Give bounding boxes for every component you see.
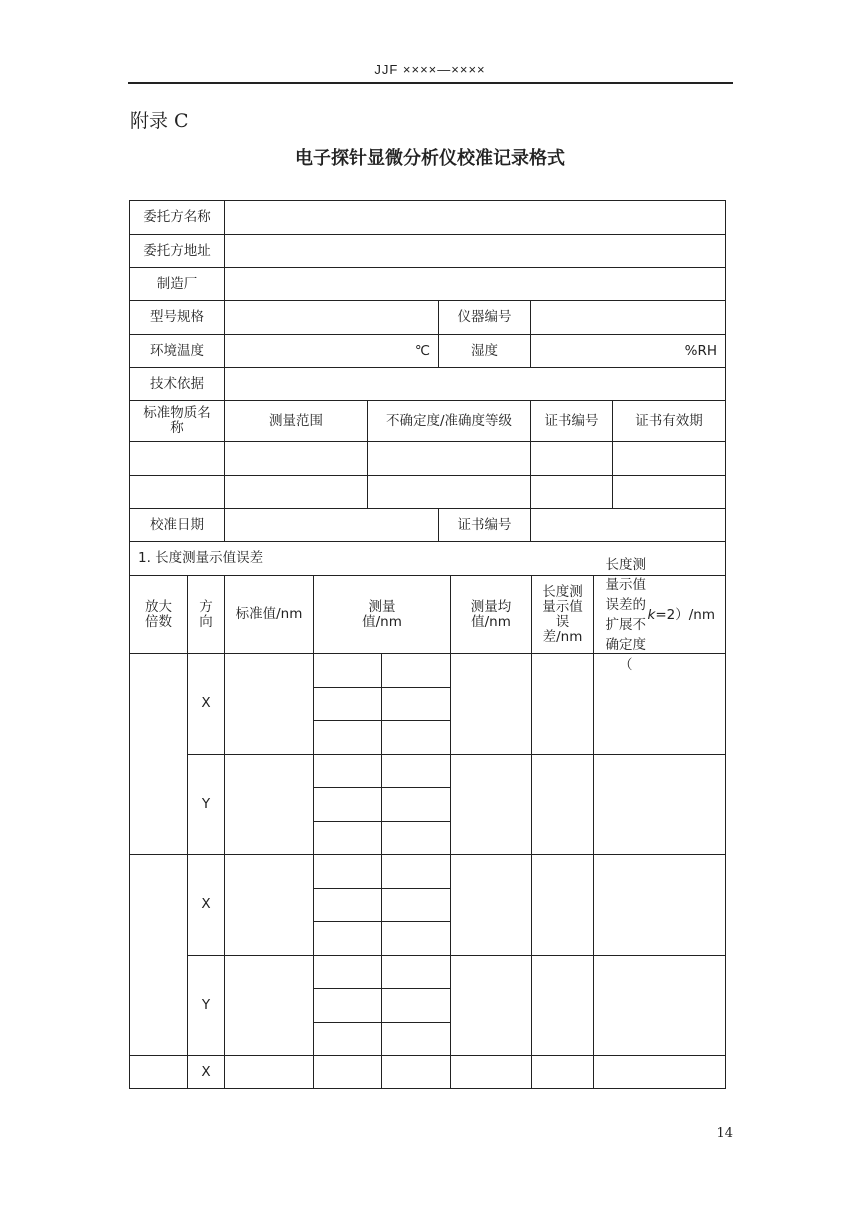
final-row-cell-6[interactable]: [531, 1055, 594, 1089]
std-row-0-cert-valid[interactable]: [612, 441, 726, 476]
field-model[interactable]: [224, 300, 439, 335]
label-range: 测量范围: [224, 400, 368, 442]
direction-1: Y: [187, 754, 225, 856]
label-client-name: 委托方名称: [129, 200, 225, 235]
mean-value-0[interactable]: [450, 653, 532, 755]
length-error-0[interactable]: [531, 653, 594, 755]
length-error-3[interactable]: [531, 955, 594, 1057]
expanded-uncertainty-0[interactable]: [593, 653, 726, 755]
measured-3-1-a[interactable]: [313, 988, 382, 1023]
final-row-cell-4[interactable]: [381, 1055, 451, 1089]
mean-value-3[interactable]: [450, 955, 532, 1057]
mean-value-1[interactable]: [450, 754, 532, 856]
field-manufacturer[interactable]: [224, 267, 726, 301]
final-row-cell-2[interactable]: [224, 1055, 314, 1089]
direction-0: X: [187, 653, 225, 755]
std-row-0-uncertainty[interactable]: [367, 441, 531, 476]
measured-0-1-a[interactable]: [313, 687, 382, 722]
label-manufacturer: 制造厂: [129, 267, 225, 301]
direction-4: X: [187, 1055, 225, 1089]
magnification-2[interactable]: [129, 1055, 188, 1089]
expanded-uncertainty-1[interactable]: [593, 754, 726, 856]
measured-2-0-a[interactable]: [313, 854, 382, 889]
label-instrument-no: 仪器编号: [438, 300, 531, 335]
length-error-1[interactable]: [531, 754, 594, 856]
measured-0-2-b[interactable]: [381, 720, 451, 755]
final-row-cell-3[interactable]: [313, 1055, 382, 1089]
std-row-0-cert-no[interactable]: [530, 441, 613, 476]
final-row-cell-7[interactable]: [593, 1055, 726, 1089]
page-title: 电子探针显微分析仪校准记录格式: [295, 148, 565, 169]
col-header-measured-value: 测量值/nm: [313, 575, 451, 654]
col-header-length-error: 长度测量示值误差/nm: [531, 575, 594, 654]
measured-3-0-b[interactable]: [381, 955, 451, 990]
measured-3-2-a[interactable]: [313, 1022, 382, 1057]
label-std-name: 标准物质名称: [129, 400, 225, 442]
direction-2: X: [187, 854, 225, 956]
label-humidity: 湿度: [438, 334, 531, 368]
expanded-uncertainty-3[interactable]: [593, 955, 726, 1057]
std-row-0-name[interactable]: [129, 441, 225, 476]
appendix-label: 附录 C: [130, 110, 189, 132]
measured-1-0-a[interactable]: [313, 754, 382, 789]
field-client-name[interactable]: [224, 200, 726, 235]
std-row-0-range[interactable]: [224, 441, 368, 476]
label-cal-date: 校准日期: [129, 508, 225, 542]
measured-1-0-b[interactable]: [381, 754, 451, 789]
section-1-title: 1. 长度测量示值误差: [129, 541, 726, 576]
direction-3: Y: [187, 955, 225, 1057]
measured-2-2-b[interactable]: [381, 921, 451, 956]
label-uncertainty: 不确定度/准确度等级: [367, 400, 531, 442]
measured-0-2-a[interactable]: [313, 720, 382, 755]
magnification-1[interactable]: [129, 854, 188, 1056]
label-client-address: 委托方地址: [129, 234, 225, 268]
final-row-cell-5[interactable]: [450, 1055, 532, 1089]
magnification-0[interactable]: [129, 653, 188, 855]
measured-1-2-a[interactable]: [313, 821, 382, 856]
label-env-temp: 环境温度: [129, 334, 225, 368]
col-header-standard-value: 标准值/nm: [224, 575, 314, 654]
header-rule: [128, 82, 733, 84]
length-error-2[interactable]: [531, 854, 594, 956]
std-row-1-uncertainty[interactable]: [367, 475, 531, 509]
label-model: 型号规格: [129, 300, 225, 335]
field-tech-basis[interactable]: [224, 367, 726, 401]
label-cert-valid: 证书有效期: [612, 400, 726, 442]
mean-value-2[interactable]: [450, 854, 532, 956]
std-row-1-name[interactable]: [129, 475, 225, 509]
standard-value-1[interactable]: [224, 754, 314, 856]
measured-3-0-a[interactable]: [313, 955, 382, 990]
field-humidity[interactable]: %RH: [530, 334, 726, 368]
measured-2-1-a[interactable]: [313, 888, 382, 923]
label-cert-no-2: 证书编号: [438, 508, 531, 542]
measured-2-2-a[interactable]: [313, 921, 382, 956]
measured-1-2-b[interactable]: [381, 821, 451, 856]
standard-value-3[interactable]: [224, 955, 314, 1057]
field-cert-no-2[interactable]: [530, 508, 726, 542]
std-row-1-cert-no[interactable]: [530, 475, 613, 509]
standard-value-0[interactable]: [224, 653, 314, 755]
measured-1-1-a[interactable]: [313, 787, 382, 822]
expanded-uncertainty-2[interactable]: [593, 854, 726, 956]
measured-2-1-b[interactable]: [381, 888, 451, 923]
label-tech-basis: 技术依据: [129, 367, 225, 401]
measured-3-1-b[interactable]: [381, 988, 451, 1023]
measured-0-1-b[interactable]: [381, 687, 451, 722]
std-row-1-range[interactable]: [224, 475, 368, 509]
measured-0-0-b[interactable]: [381, 653, 451, 688]
std-row-1-cert-valid[interactable]: [612, 475, 726, 509]
col-header-magnification: 放大倍数: [129, 575, 188, 654]
field-env-temp[interactable]: ℃: [224, 334, 439, 368]
measured-3-2-b[interactable]: [381, 1022, 451, 1057]
measured-1-1-b[interactable]: [381, 787, 451, 822]
field-cal-date[interactable]: [224, 508, 439, 542]
document-header: JJF ××××—××××: [374, 62, 486, 77]
label-cert-no: 证书编号: [530, 400, 613, 442]
col-header-mean-value: 测量均值/nm: [450, 575, 532, 654]
field-client-address[interactable]: [224, 234, 726, 268]
measured-0-0-a[interactable]: [313, 653, 382, 688]
col-header-expanded-uncertainty: 长度测量示值误差的扩展不确定度（ k =2）/nm: [593, 575, 726, 654]
page-number: 14: [716, 1126, 733, 1141]
col-header-direction: 方向: [187, 575, 225, 654]
field-instrument-no[interactable]: [530, 300, 726, 335]
standard-value-2[interactable]: [224, 854, 314, 956]
measured-2-0-b[interactable]: [381, 854, 451, 889]
